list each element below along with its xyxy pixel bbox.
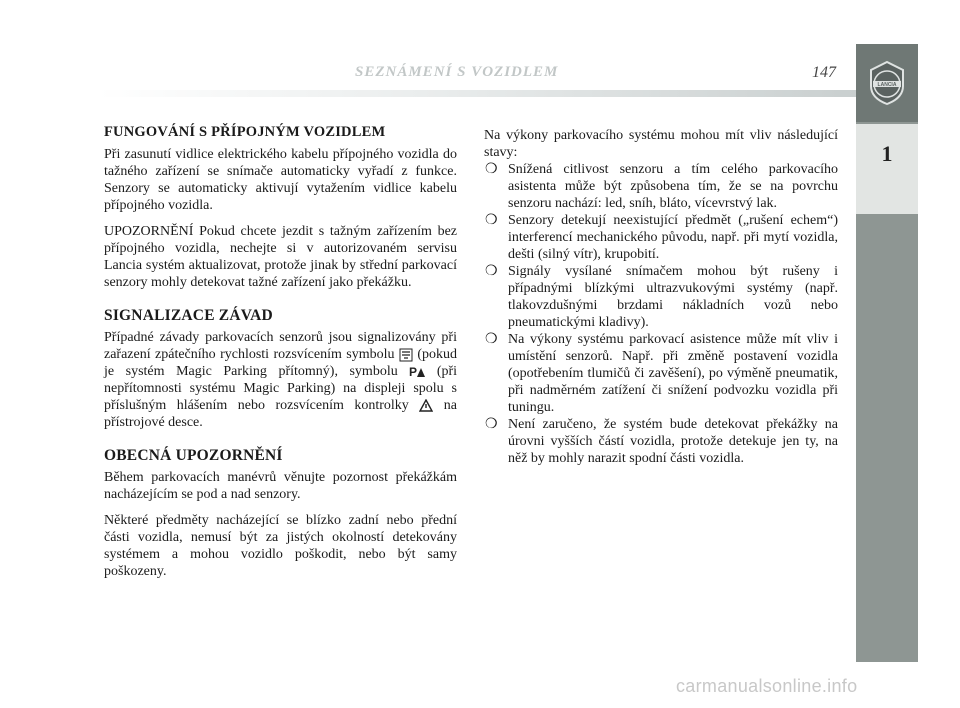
faults-text-b: (pokud je systém Magic Parking přítomný), symbolu [104,347,457,379]
bullet-icon: ❍ [485,332,498,347]
list-item [484,212,838,263]
section-heading-faults: SIGNALIZACE ZÁVAD [104,307,273,324]
faults-text-a: Případné závady parkovacích senzorů jsou signalizovány při zařazení zpátečního rychlosti rozsvícením symbolu [104,330,457,362]
logo-box [856,44,918,122]
trailer-paragraph-2: UPOZORNĚNÍ Pokud chcete jezdit s tažným zařízením bez přípojného vozidla, nechejte si v autorizovaném servisu Lancia systém aktualizovat, protože jinak by střední parkovací senzory mohly detekovat tažné zařízení jako překážku. [104,224,457,290]
faults-text-c: (při nepřítomnosti systému Magic Parking) na displeji spolu s příslušným hlášením nebo rozsvícením kontrolky [104,364,458,413]
chapter-number: 1 [881,141,893,166]
chapter-box [856,124,918,214]
bullet-icon: ❍ [485,213,498,228]
page-header-title: SEZNÁMENÍ S VOZIDLEM [355,64,559,80]
section-heading-warnings: OBECNÁ UPOZORNĚNÍ [104,447,283,464]
list-item-text: Není zaručeno, že systém bude detekovat překážky na úrovni vyšších částí vozidla, protože detekuje jen ty, na něž by mohly narazit spodní části vozidla. [508,417,838,466]
svg-text:LANCIA: LANCIA [877,82,897,88]
bullet-icon: ❍ [485,162,498,177]
bullet-icon: ❍ [485,264,498,279]
svg-text:P: P [409,365,418,379]
list-item-text: Na výkony systému parkovací asistence může mít vliv i umístění senzorů. Např. při změně postavení vozidla (opotřebením tlumičů či zavěšení), po výměně pneumatik, při nadměrném zatížení či snížení podvozku vozidla při tuningu. [508,332,838,415]
lancia-logo-icon [867,60,907,106]
warnings-paragraph-2: Některé předměty nacházející se blízko zadní nebo přední části vozidla, nemusí být za jistých okolností detekovány systémem a mohou vozidlo poškodit, nebo být samy poškozeny. [104,513,457,579]
faults-paragraph [104,329,457,431]
bullet-icon: ❍ [485,417,498,432]
left-column [104,124,457,589]
list-item [484,263,838,331]
magic-parking-icon [409,365,425,378]
page-number: 147 [812,64,836,81]
list-item [484,331,838,416]
list-item-text: Signály vysílané snímačem mohou být rušeny i případnými blízkými ultrazvukovými systémy (např. tlakovzdušnými brzdami nákladních vozů nebo pneumatickými kladivy). [508,264,838,330]
list-item-text: Snížená citlivost senzoru a tím celého parkovacího asistenta může být způsobena tím, že se na povrchu senzoru nachází: led, sníh, bláto, vícevrstvý lak. [508,162,838,211]
faults-text-d: na přístrojové desce. [104,398,458,430]
trailer-paragraph-1: Při zasunutí vidlice elektrického kabelu přípojného vozidla do tažného zařízení se snímače automaticky vyřadí z funkce. Senzory se automaticky aktivují vytažením vidlice kabelu přípojného vozidla. [104,147,457,213]
watermark: carmanualsonline.info [676,676,858,696]
section-heading-trailer: FUNGOVÁNÍ S PŘÍPOJNÝM VOZIDLEM [104,124,386,140]
parking-sensor-fault-icon [399,348,413,362]
conditions-intro: Na výkony parkovacího systému mohou mít vliv následující stavy: [484,128,838,160]
list-item-text: Senzory detekují neexistující předmět („rušení echem“) interferencí mechanického původu, např. při mytí vozidla, dešti (silný vítr), krupobití. [508,213,838,262]
list-item [484,161,838,212]
conditions-list [484,161,838,467]
list-item [484,416,838,467]
header-rule [98,90,856,97]
warning-triangle-icon [419,399,433,412]
right-column [484,127,838,467]
warnings-paragraph-1: Během parkovacích manévrů věnujte pozornost překážkám nacházejícím se pod a nad senzory. [104,470,457,502]
chapter-sidebar [856,44,918,662]
